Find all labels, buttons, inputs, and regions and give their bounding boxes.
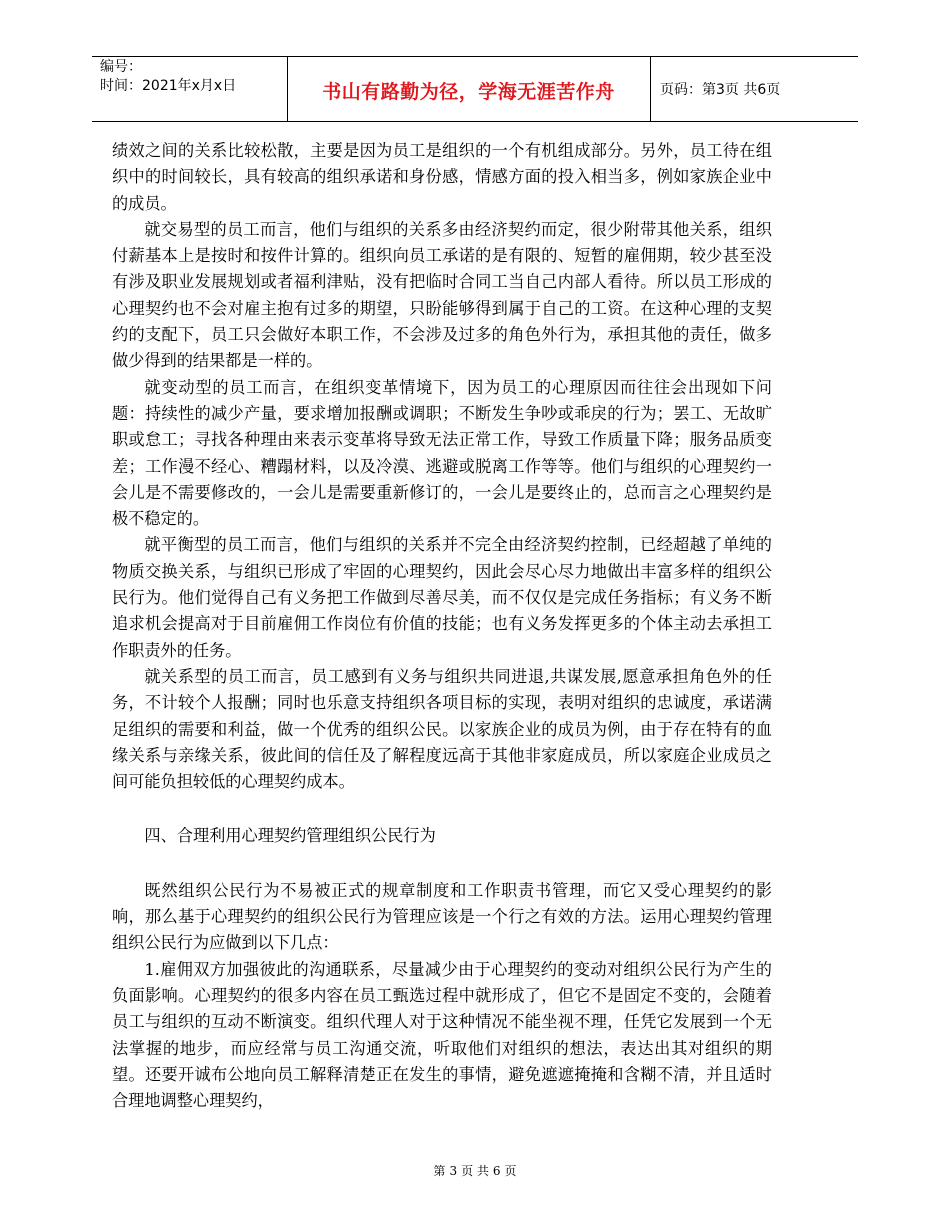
header-bottom-rule <box>92 121 858 122</box>
footer-prefix: 第 <box>433 1164 446 1178</box>
paragraph: 就变动型的员工而言，在组织变革情境下，因为员工的心理原因而往往会出现如下问题：持续性的减少产量，要求增加报酬或调职；不断发生争吵或乖戾的行为；罢工、无故旷职或怠工；寻找各种理由来表示变革将导致无法正常工作，导致工作质量下降；服务品质变差；工作漫不经心、糟蹋材料，以及冷漠、逃避或脱离工作等等。他们与组织的心理契约一会儿是不需要修改的，一会儿是需要重新修订的，一会儿是要终止的，总而言之心理契约是极不稳定的。 <box>112 377 772 529</box>
paragraph: 就交易型的员工而言，他们与组织的关系多由经济契约而定，很少附带其他关系，组织付薪基本上是按时和按件计算的。组织向员工承诺的是有限的、短暂的雇佣期，较少甚至没有涉及职业发展规划或者福利津贴，没有把临时合同工当自己内部人看待。所以员工形成的心理契约也不会对雇主抱有过多的期望，只盼能够得到属于自己的工资。在这种心理的支契约的支配下，员工只会做好本职工作，不会涉及过多的角色外行为，承担其他的责任，做多做少得到的结果都是一样的。 <box>112 219 772 371</box>
paragraph: 就平衡型的员工而言，他们与组织的关系并不完全由经济契约控制，已经超越了单纯的物质交换关系，与组织已形成了牢固的心理契约，因此会尽心尽力地做出丰富多样的组织公民行为。他们觉得自己有义务把工作做到尽善尽美，而不仅仅是完成任务指标；有义务不断追求机会提高对于目前雇佣工作岗位有价值的技能；也有义务发挥更多的个体主动去承担工作职责外的任务。 <box>112 535 772 660</box>
page-footer <box>0 1162 950 1179</box>
paragraph: 绩效之间的关系比较松散，主要是因为员工是组织的一个有机组成部分。另外，员工待在组织中的时间较长，具有较高的组织承诺和身份感，情感方面的投入相当多，例如家族企业中的成员。 <box>112 141 772 213</box>
footer-middle: 页 共 <box>461 1164 489 1178</box>
footer-total-pages: 6 <box>492 1164 501 1178</box>
footer-current-page: 3 <box>449 1164 458 1178</box>
header-meta <box>100 58 236 96</box>
header-top-rule <box>92 56 858 57</box>
header-time-label: 时间：2021年x月x日 <box>100 78 237 94</box>
paragraph: 既然组织公民行为不易被正式的规章制度和工作职责书管理，而它又受心理契约的影响，那么基于心理契约的组织公民行为管理应该是一个行之有效的方法。运用心理契约管理组织公民行为应做到以下几点： <box>112 880 772 953</box>
header-page-info: 页码：第3页 共6页 <box>660 82 781 98</box>
paragraph: 1.雇佣双方加强彼此的沟通联系，尽量减少由于心理契约的变动对组织公民行为产生的负面影响。心理契约的很多内容在员工甄选过程中就形成了，但它不是固定不变的，会随着员工与组织的互动不断演变。组织代理人对于这种情况不能坐视不理，任凭它发展到一个无法掌握的地步，而应经常与员工沟通交流，听取他们对组织的想法，表达出其对组织的期望。还要开诚布公地向员工解释清楚正在发生的事情，避免遮遮掩掩和含糊不清，并且适时合理地调整心理契约， <box>112 959 772 1111</box>
paragraph: 就关系型的员工而言，员工感到有义务与组织共同进退,共谋发展,愿意承担角色外的任务，不计较个人报酬；同时也乐意支持组织各项目标的实现，表明对组织的忠诚度，承诺满足组织的需要和利益，做一个优秀的组织公民。以家族企业的成员为例，由于存在特有的血缘关系与亲缘关系，彼此间的信任及了解程度远高于其他非家庭成员，所以家庭企业成员之间可能负担较低的心理契约成本。 <box>112 666 772 792</box>
header-motto: 书山有路勤为径，学海无涯苦作舟 <box>322 81 615 103</box>
footer-suffix: 页 <box>504 1164 517 1178</box>
document-body <box>112 138 772 1114</box>
header-number-label: 编号： <box>100 59 142 75</box>
header-divider-right <box>650 56 651 121</box>
section-heading: 四、合理利用心理契约管理组织公民行为 <box>144 826 436 846</box>
